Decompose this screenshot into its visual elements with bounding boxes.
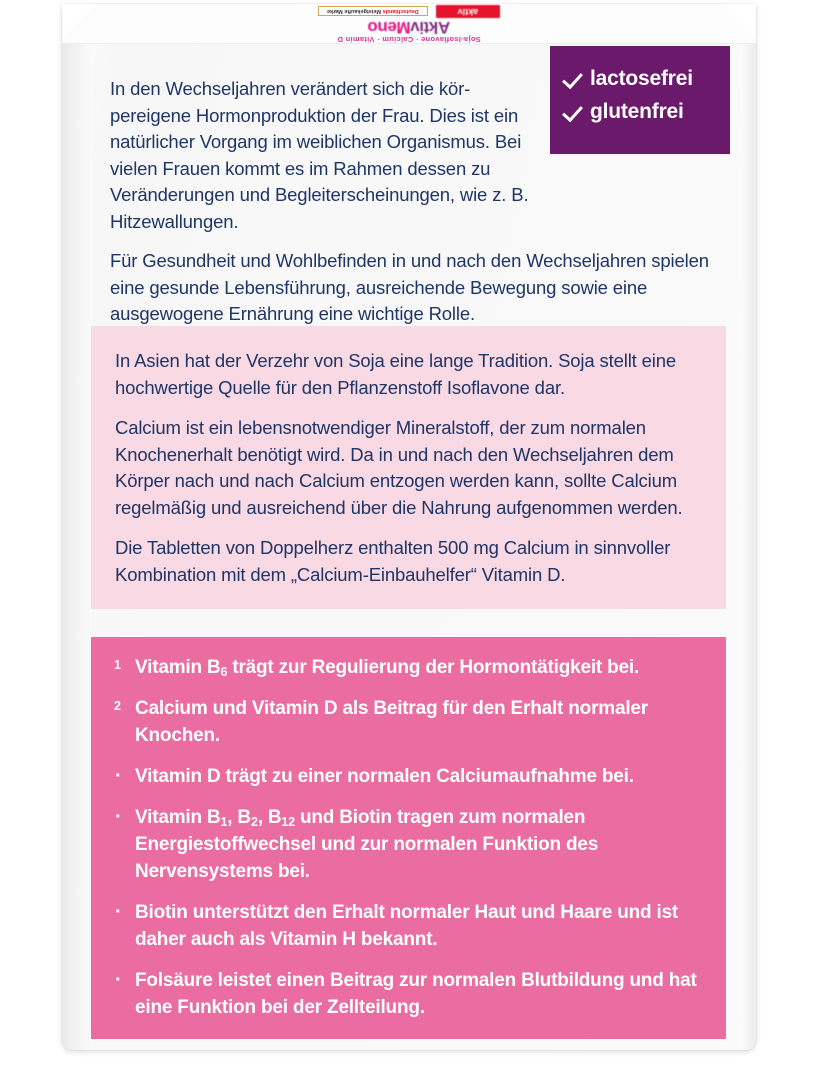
health-claim-item <box>111 654 704 681</box>
intro-paragraph-2: Für Gesundheit und Wohlbefinden in und nach den Wechseljahren spielen eine gesunde Lebensführung, ausreichende Bewegung sowie eine ausgewogene Ernährung eine wichtige Rolle. <box>110 250 709 324</box>
claim-text-run: , B <box>257 807 282 828</box>
claim-text-run: Biotin unterstützt den Erhalt normaler Haut und Haare und ist daher auch als Vitamin H bekannt. <box>135 902 679 950</box>
badge-label-glutenfrei: glutenfrei <box>590 100 684 123</box>
claim-text-run: Vitamin B <box>135 657 221 678</box>
carton-body <box>62 4 756 1050</box>
claim-text-run: Folsäure leistet einen Beitrag zur normalen Blutbildung und hat eine Funktion bei der Zellteilung. <box>135 970 697 1018</box>
health-claim-item <box>111 695 704 749</box>
claim-text <box>135 763 704 790</box>
claim-text <box>135 804 704 885</box>
light-panel-paragraph-3: Die Tabletten von Doppelherz enthalten 500 mg Calcium in sinnvoller Kombination mit dem „Calcium-Einbauhelfer“ Vitamin D. <box>115 537 671 585</box>
claim-text-run: Vitamin D trägt zu einer normalen Calciumaufnahme bei. <box>135 766 634 787</box>
flap-seal-line1: Deutschlands <box>382 8 419 14</box>
health-claim-item <box>111 967 704 1021</box>
flap-badges <box>149 5 669 18</box>
mirrored-front-label <box>149 5 669 43</box>
claim-subscript: 12 <box>281 815 295 829</box>
flap-title-left: Aktiv <box>410 17 451 37</box>
claim-text <box>135 967 704 1021</box>
flap-title <box>149 19 669 35</box>
claim-text-run: Vitamin B <box>135 807 221 828</box>
back-panel-content <box>62 44 756 1050</box>
carton-top-flap <box>62 4 756 44</box>
flap-pill: aktiv <box>436 5 501 18</box>
claim-subscript: 6 <box>220 665 228 679</box>
light-panel-paragraph-2: Calcium ist ein lebensnotwendiger Mineralstoff, der zum normalen Knochenerhalt benötigt wird. Da in und nach den Wechseljahren dem Körper nach und nach Calcium entzogen werden kann, sollte Calcium regelmäßig und ausreichend über die Nahrung aufgenommen werden. <box>115 417 683 518</box>
badge-label-lactosefrei: lactosefrei <box>590 67 693 90</box>
health-claim-item <box>111 804 704 885</box>
claim-text-run: und Biotin tragen zum normalen Energiestoffwechsel und zur normalen Funktion des Nervensystems bei. <box>135 807 599 882</box>
claim-text-run: Calcium und Vitamin D als Beitrag für den Erhalt normaler Knochen. <box>135 698 648 746</box>
flap-seal-line2: Meistgekaufte <box>344 8 381 14</box>
claim-subscript: 1 <box>220 815 228 829</box>
intro-text-block <box>110 76 710 328</box>
health-claim-item <box>111 763 704 790</box>
claim-footnote-marker: 1 <box>114 658 121 672</box>
claim-text <box>135 654 704 681</box>
flap-seal <box>318 6 428 16</box>
claim-text <box>135 899 704 953</box>
health-claim-item <box>111 899 704 953</box>
light-panel-paragraph-1: In Asien hat der Verzehr von Soja eine lange Tradition. Soja stellt eine hochwertige Quelle für den Pflanzenstoff Isoflavone dar. <box>115 350 677 398</box>
claim-text-run: trägt zur Regulierung der Hormontätigkeit bei. <box>227 657 640 678</box>
health-claims-panel <box>91 637 726 1039</box>
claim-bullet-icon: · <box>115 969 122 991</box>
claim-text-run: , B <box>227 807 251 828</box>
flap-subtitle: Soja-Isoflavone · Calcium · Vitamin D <box>337 34 481 44</box>
claim-bullet-icon: · <box>115 806 122 828</box>
intro-paragraph-1: In den Wechseljahren verändert sich die körpereigene Hormonproduktion der Frau. Dies ist ein natürlicher Vorgang im weiblichen Organismus. Bei vielen Frauen kommt es im Rahmen dessen zu Veränderungen und Begleiterscheinungen, wie z. B. Hitzewallungen. <box>110 78 529 232</box>
flap-title-right: Meno <box>367 17 411 37</box>
claim-bullet-icon: · <box>115 765 122 787</box>
claim-footnote-marker: 2 <box>114 699 121 713</box>
claim-text <box>135 695 704 749</box>
light-pink-info-panel <box>91 326 726 609</box>
flap-seal-line3: Marke <box>326 8 343 14</box>
claim-bullet-icon: · <box>115 901 122 923</box>
claim-subscript: 2 <box>250 815 258 829</box>
